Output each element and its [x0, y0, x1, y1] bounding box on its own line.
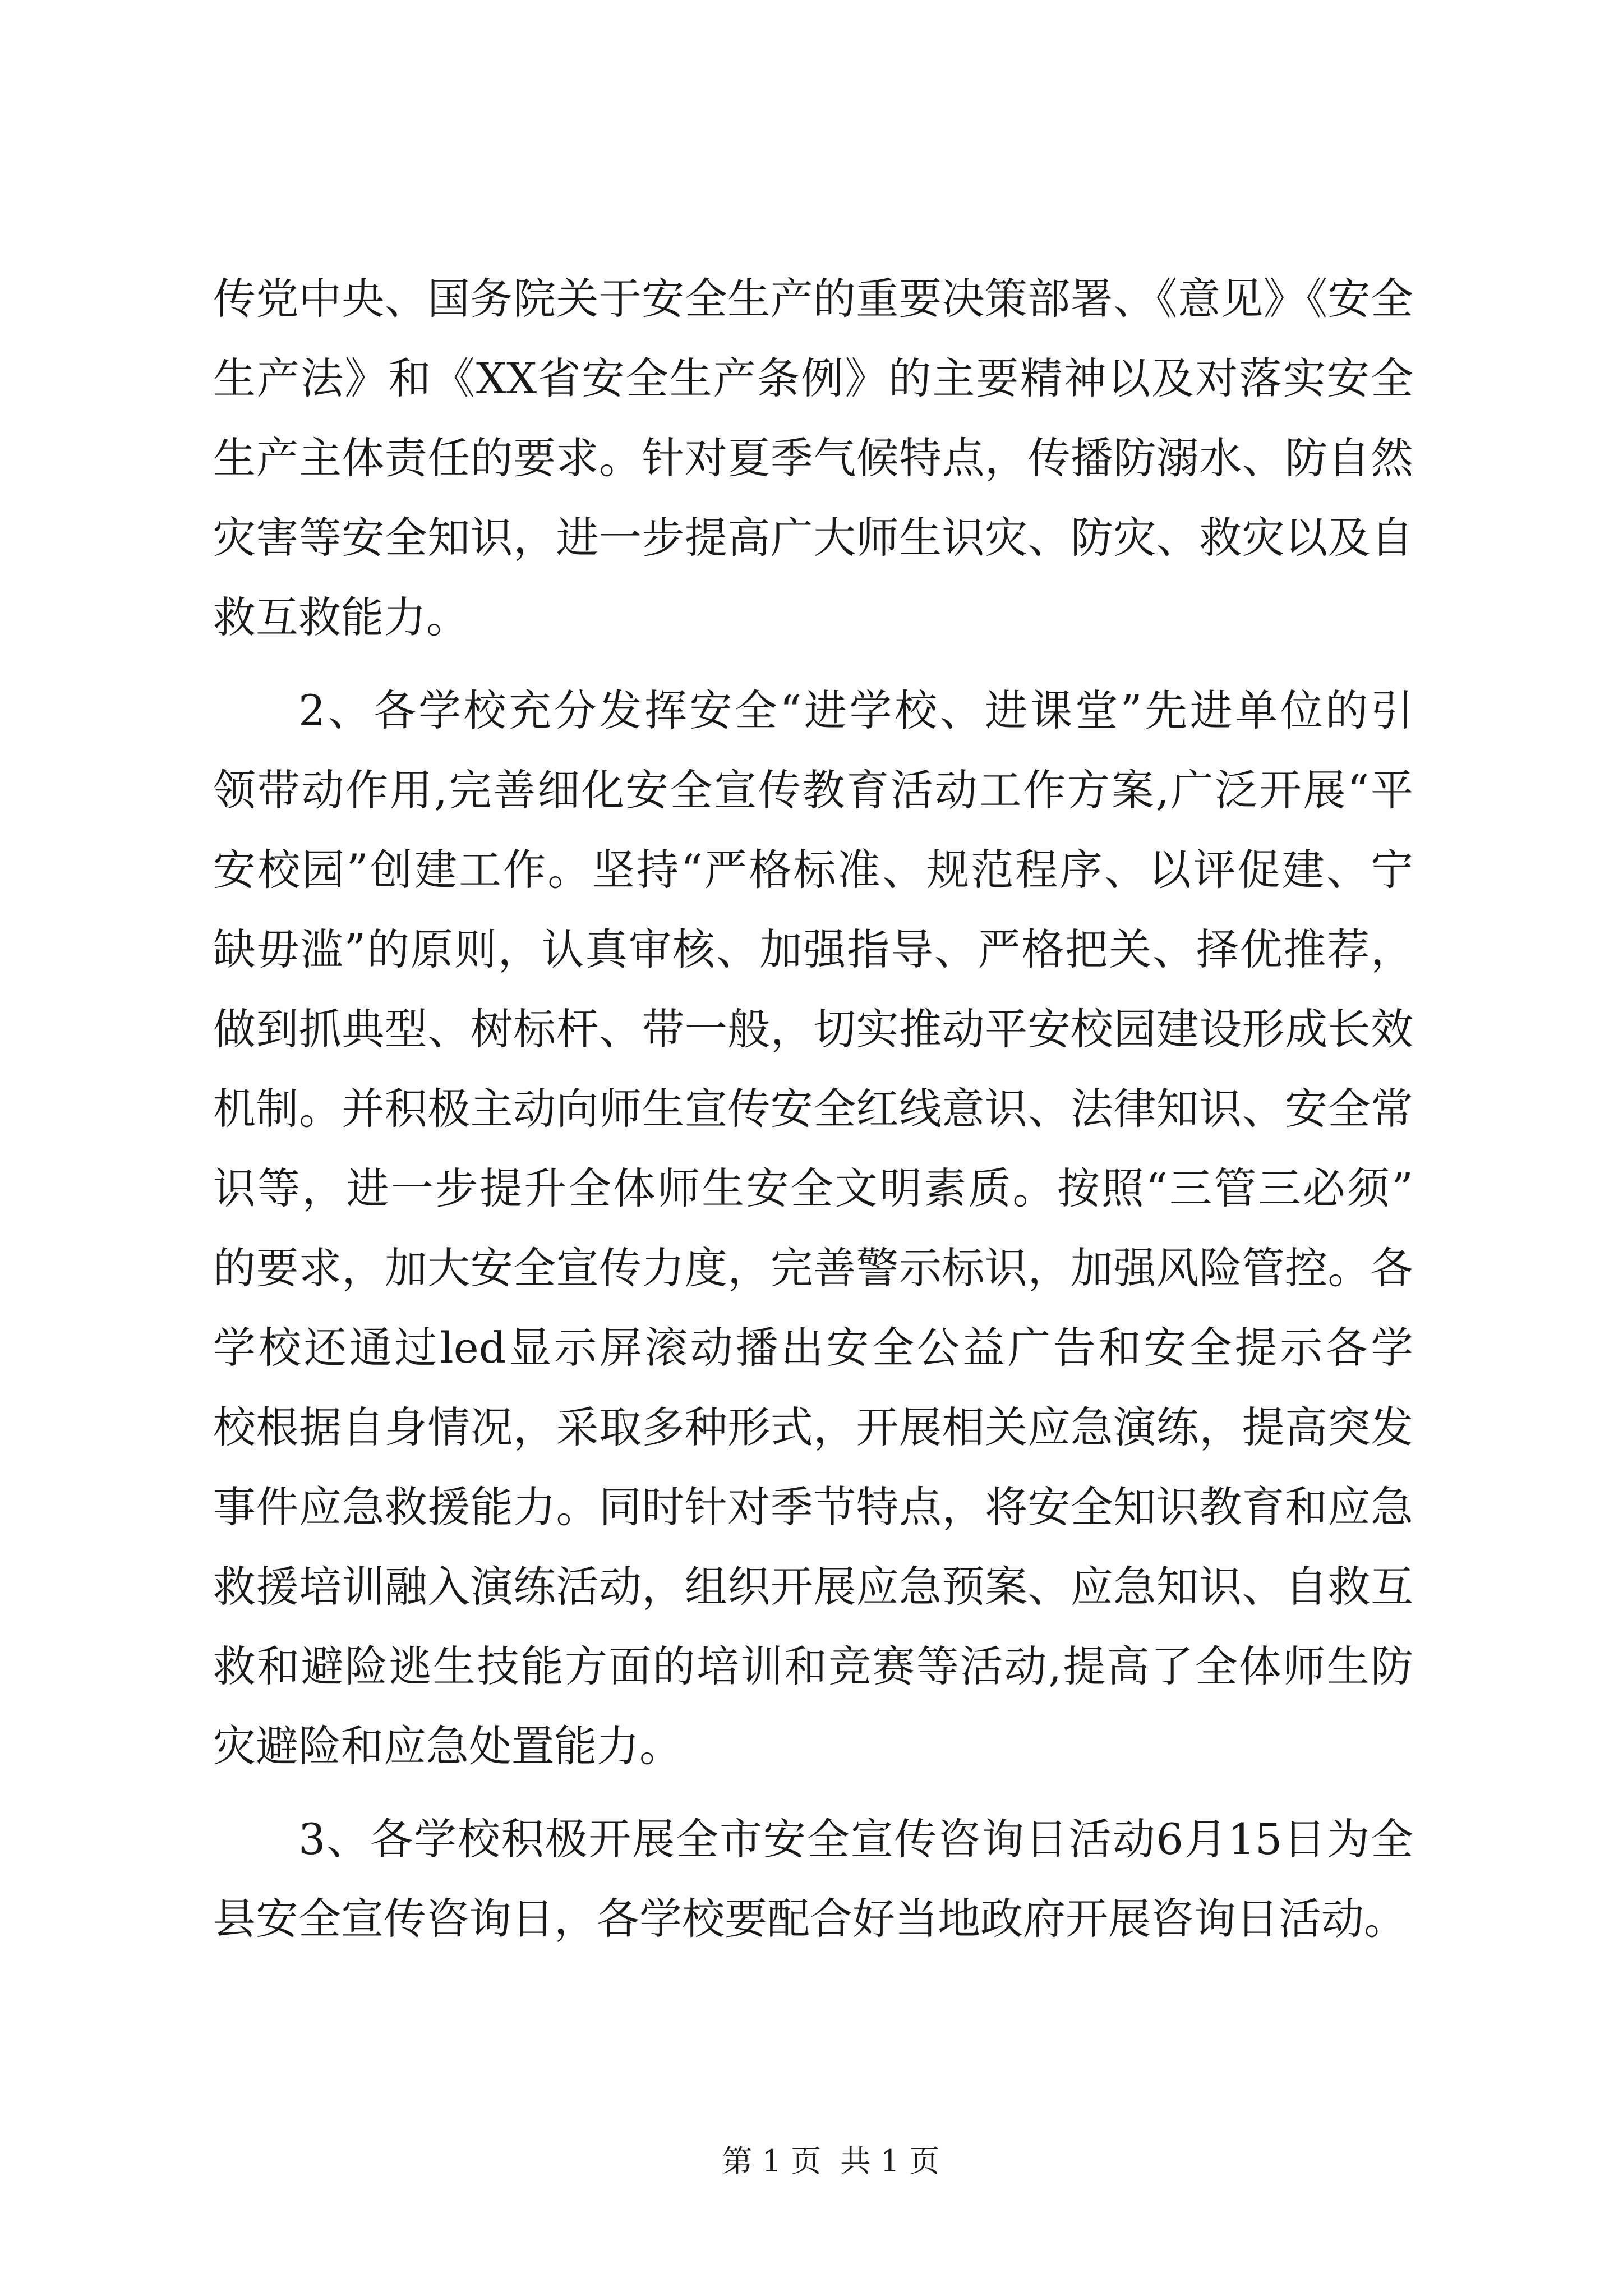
text-line: 传党中央、国务院关于安全生产的重要决策部署、《意见》《安全	[213, 274, 1413, 324]
text-line: 缺毋滥”的原则，认真审核、加强指导、严格把关、择优推荐，	[213, 924, 1413, 974]
text-line: 生产法》和《XX省安全生产条例》的主要精神以及对落实安全	[213, 353, 1413, 403]
text-line: 领带动作用,完善细化安全宣传教育活动工作方案,广泛开展“平	[213, 765, 1413, 815]
paragraph-spacer	[213, 657, 1413, 671]
paragraph-1	[213, 259, 1413, 657]
paragraph-2	[213, 671, 1413, 1786]
text-line: 灾避险和应急处置能力。	[213, 1721, 682, 1771]
page-number-label: 第 1 页 共 1 页	[722, 2143, 940, 2179]
text-line: 救援培训融入演练活动，组织开展应急预案、应急知识、自救互	[213, 1562, 1413, 1612]
paragraph-spacer	[213, 1786, 1413, 1800]
text-line: 的要求，加大安全宣传力度，完善警示标识，加强风险管控。各	[213, 1243, 1413, 1293]
paragraph-3	[213, 1800, 1413, 1959]
document-body	[213, 259, 1413, 1959]
text-line: 救和避险逃生技能方面的培训和竞赛等活动,提高了全体师生防	[213, 1641, 1413, 1691]
text-line: 识等，进一步提升全体师生安全文明素质。按照“三管三必须”	[213, 1163, 1413, 1213]
text-line: 3、各学校积极开展全市安全宣传咨询日活动6月15日为全	[298, 1814, 1413, 1864]
text-line: 灾害等安全知识，进一步提高广大师生识灾、防灾、救灾以及自	[213, 513, 1413, 563]
text-line: 生产主体责任的要求。针对夏季气候特点，传播防溺水、防自然	[213, 433, 1413, 483]
text-line: 事件应急救援能力。同时针对季节特点，将安全知识教育和应急	[213, 1482, 1413, 1532]
text-line: 县安全宣传咨询日，各学校要配合好当地政府开展咨询日活动。	[213, 1894, 1407, 1944]
page-footer	[0, 2102, 1623, 2220]
text-line: 安校园”创建工作。坚持“严格标准、规范程序、以评促建、宁	[213, 845, 1413, 895]
text-line: 学校还通过led显示屏滚动播出安全公益广告和安全提示各学	[213, 1323, 1413, 1373]
text-line: 救互救能力。	[213, 592, 469, 642]
text-line: 校根据自身情况，采取多种形式，开展相关应急演练，提高突发	[213, 1402, 1413, 1452]
text-line: 机制。并积极主动向师生宣传安全红线意识、法律知识、安全常	[213, 1084, 1413, 1134]
text-line: 2、各学校充分发挥安全“进学校、进课堂”先进单位的引	[298, 685, 1413, 735]
text-line: 做到抓典型、树标杆、带一般，切实推动平安校园建设形成长效	[213, 1004, 1413, 1054]
